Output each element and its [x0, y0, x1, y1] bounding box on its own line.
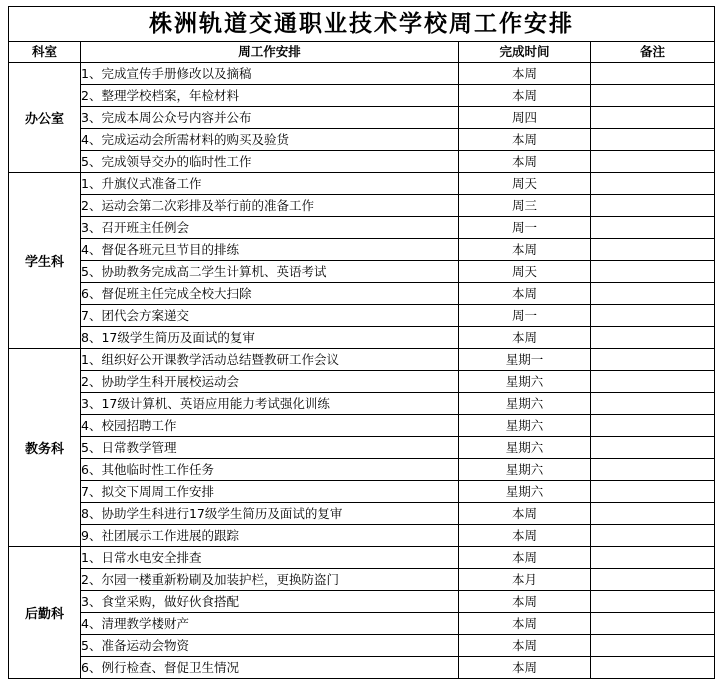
completion-time-cell: 本周	[459, 85, 591, 107]
table-row	[9, 525, 715, 547]
column-header-dept: 科室	[9, 42, 81, 63]
completion-time-cell: 本月	[459, 569, 591, 591]
remark-cell	[591, 107, 715, 129]
task-cell: 8、17级学生简历及面试的复审	[81, 327, 459, 349]
column-header-remark: 备注	[591, 42, 715, 63]
remark-cell	[591, 239, 715, 261]
remark-cell	[591, 481, 715, 503]
table-row	[9, 129, 715, 151]
table-row	[9, 547, 715, 569]
remark-cell	[591, 85, 715, 107]
completion-time-cell: 本周	[459, 151, 591, 173]
table-row	[9, 437, 715, 459]
remark-cell	[591, 173, 715, 195]
remark-cell	[591, 151, 715, 173]
completion-time-cell: 星期六	[459, 437, 591, 459]
table-row	[9, 151, 715, 173]
completion-time-cell: 本周	[459, 327, 591, 349]
completion-time-cell: 星期一	[459, 349, 591, 371]
completion-time-cell: 周一	[459, 305, 591, 327]
completion-time-cell: 周三	[459, 195, 591, 217]
remark-cell	[591, 657, 715, 679]
table-row	[9, 63, 715, 85]
table-row	[9, 349, 715, 371]
remark-cell	[591, 261, 715, 283]
remark-cell	[591, 349, 715, 371]
remark-cell	[591, 547, 715, 569]
department-cell: 学生科	[9, 173, 81, 349]
task-cell: 2、协助学生科开展校运动会	[81, 371, 459, 393]
department-cell: 办公室	[9, 63, 81, 173]
remark-cell	[591, 195, 715, 217]
completion-time-cell: 本周	[459, 283, 591, 305]
task-cell: 3、17级计算机、英语应用能力考试强化训练	[81, 393, 459, 415]
remark-cell	[591, 63, 715, 85]
table-body	[9, 7, 715, 679]
task-cell: 2、尔园一楼重新粉刷及加装护栏，更换防盗门	[81, 569, 459, 591]
task-cell: 3、食堂采购，做好伙食搭配	[81, 591, 459, 613]
task-cell: 8、协助学生科进行17级学生简历及面试的复审	[81, 503, 459, 525]
remark-cell	[591, 217, 715, 239]
task-cell: 1、日常水电安全排查	[81, 547, 459, 569]
remark-cell	[591, 569, 715, 591]
table-row	[9, 195, 715, 217]
task-cell: 3、完成本周公众号内容并公布	[81, 107, 459, 129]
remark-cell	[591, 525, 715, 547]
completion-time-cell: 本周	[459, 613, 591, 635]
table-row	[9, 503, 715, 525]
task-cell: 5、准备运动会物资	[81, 635, 459, 657]
task-cell: 5、协助教务完成高二学生计算机、英语考试	[81, 261, 459, 283]
completion-time-cell: 本周	[459, 591, 591, 613]
remark-cell	[591, 371, 715, 393]
task-cell: 4、校园招聘工作	[81, 415, 459, 437]
completion-time-cell: 周天	[459, 173, 591, 195]
column-header-task: 周工作安排	[81, 42, 459, 63]
remark-cell	[591, 459, 715, 481]
table-row	[9, 239, 715, 261]
task-cell: 9、社团展示工作进展的跟踪	[81, 525, 459, 547]
task-cell: 6、督促班主任完成全校大扫除	[81, 283, 459, 305]
completion-time-cell: 周一	[459, 217, 591, 239]
completion-time-cell: 周四	[459, 107, 591, 129]
completion-time-cell: 本周	[459, 129, 591, 151]
table-row	[9, 327, 715, 349]
remark-cell	[591, 591, 715, 613]
completion-time-cell: 星期六	[459, 481, 591, 503]
table-row	[9, 173, 715, 195]
remark-cell	[591, 327, 715, 349]
completion-time-cell: 周天	[459, 261, 591, 283]
table-row	[9, 657, 715, 679]
remark-cell	[591, 437, 715, 459]
completion-time-cell: 星期六	[459, 393, 591, 415]
table-row	[9, 393, 715, 415]
remark-cell	[591, 635, 715, 657]
completion-time-cell: 星期六	[459, 371, 591, 393]
task-cell: 6、其他临时性工作任务	[81, 459, 459, 481]
remark-cell	[591, 393, 715, 415]
remark-cell	[591, 503, 715, 525]
completion-time-cell: 本周	[459, 525, 591, 547]
completion-time-cell: 本周	[459, 503, 591, 525]
department-cell: 教务科	[9, 349, 81, 547]
task-cell: 5、完成领导交办的临时性工作	[81, 151, 459, 173]
title-row	[9, 7, 715, 42]
table-row	[9, 283, 715, 305]
task-cell: 7、团代会方案递交	[81, 305, 459, 327]
task-cell: 2、运动会第二次彩排及举行前的准备工作	[81, 195, 459, 217]
department-cell: 后勤科	[9, 547, 81, 679]
table-row	[9, 613, 715, 635]
page-title: 株洲轨道交通职业技术学校周工作安排	[9, 7, 715, 42]
completion-time-cell: 本周	[459, 635, 591, 657]
task-cell: 6、例行检查、督促卫生情况	[81, 657, 459, 679]
header-row	[9, 42, 715, 63]
table-row	[9, 459, 715, 481]
completion-time-cell: 星期六	[459, 459, 591, 481]
remark-cell	[591, 305, 715, 327]
column-header-time: 完成时间	[459, 42, 591, 63]
completion-time-cell: 本周	[459, 63, 591, 85]
table-row	[9, 635, 715, 657]
task-cell: 4、清理教学楼财产	[81, 613, 459, 635]
remark-cell	[591, 129, 715, 151]
remark-cell	[591, 283, 715, 305]
task-cell: 5、日常教学管理	[81, 437, 459, 459]
table-row	[9, 415, 715, 437]
table-row	[9, 591, 715, 613]
table-row	[9, 371, 715, 393]
table-row	[9, 569, 715, 591]
remark-cell	[591, 613, 715, 635]
table-row	[9, 481, 715, 503]
task-cell: 2、整理学校档案，年检材料	[81, 85, 459, 107]
task-cell: 1、组织好公开课教学活动总结暨教研工作会议	[81, 349, 459, 371]
table-row	[9, 261, 715, 283]
remark-cell	[591, 415, 715, 437]
task-cell: 7、拟交下周周工作安排	[81, 481, 459, 503]
task-cell: 1、升旗仪式准备工作	[81, 173, 459, 195]
table-row	[9, 85, 715, 107]
table-row	[9, 305, 715, 327]
table-row	[9, 107, 715, 129]
task-cell: 1、完成宣传手册修改以及摘稿	[81, 63, 459, 85]
task-cell: 4、督促各班元旦节目的排练	[81, 239, 459, 261]
completion-time-cell: 星期六	[459, 415, 591, 437]
completion-time-cell: 本周	[459, 657, 591, 679]
task-cell: 3、召开班主任例会	[81, 217, 459, 239]
completion-time-cell: 本周	[459, 239, 591, 261]
completion-time-cell: 本周	[459, 547, 591, 569]
task-cell: 4、完成运动会所需材料的购买及验货	[81, 129, 459, 151]
weekly-work-schedule-table	[8, 6, 715, 679]
table-row	[9, 217, 715, 239]
